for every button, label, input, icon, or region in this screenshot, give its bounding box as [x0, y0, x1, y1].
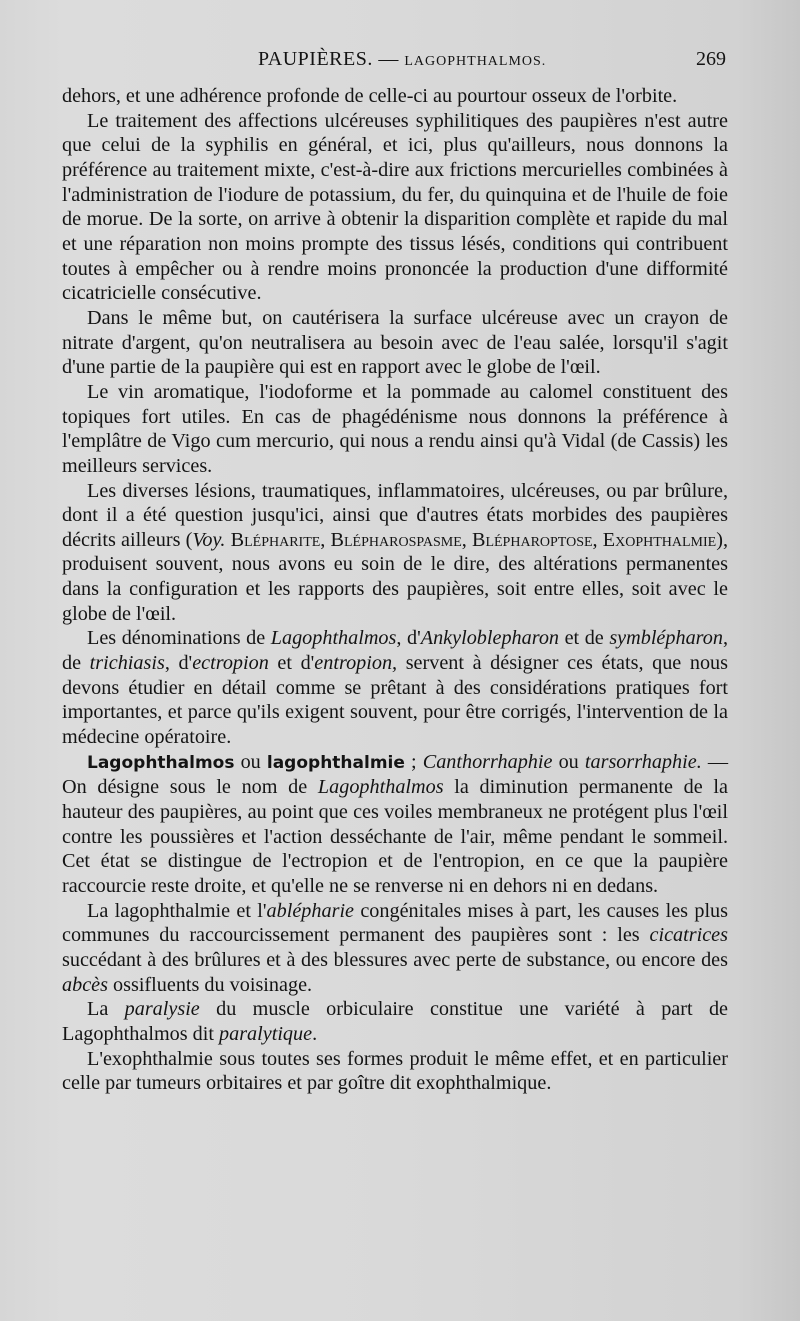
paragraph-8	[62, 899, 728, 998]
p5-cross-references: Blépharite, Blépharospasme, Blépharoptose, Exophthalmie	[225, 528, 717, 551]
p9-text: La	[87, 998, 125, 1021]
p7-text: la diminution permanente de la hauteur des paupières, au point que ces voiles membraneux ne protégent plus l'œil contre les poussières et l'action desséchante de l'air, même pendant le sommeil. Cet état se distingue de l'ectropion et de l'entropion, en ce que la paupière raccourcie reste droite, et qu'elle ne se renverse ni en dehors ni en dedans.	[62, 776, 728, 897]
paragraph-5	[62, 479, 728, 627]
p6-text: , d'	[164, 652, 193, 675]
paragraph-2: Le traitement des affections ulcéreuses syphilitiques des paupières n'est autre que celui de la syphilis en général, et ici, plus qu'ailleurs, nous donnons la préférence au traitement mixte, c'est-à-dire aux frictions mercurielles combinées à l'administration de l'iodure de potassium, du fer, du quinquina et de l'huile de foie de morue. De la sorte, on arrive à obtenir la disparition complète et rapide du mal et une réparation non moins prompte des tissus lésés, conditions qui contribuent toutes à empêcher ou à rendre moins prononcée la production d'une difformité cicatricielle consécutive.	[62, 109, 728, 305]
paragraph-9	[62, 997, 728, 1046]
running-title	[258, 48, 546, 71]
p6-text: et d'	[268, 652, 315, 675]
p8-term: ablépharie	[266, 899, 355, 922]
paragraph-3: Dans le même but, on cautérisera la surface ulcéreuse avec un crayon de nitrate d'argent, qu'on neutralisera au besoin avec de l'eau salée, lorsqu'il s'agit d'une partie de la paupière qui est en rapport avec le globe de l'œil.	[62, 306, 728, 379]
p6-text: Les dénominations de	[87, 627, 271, 650]
paragraph-6	[62, 626, 728, 749]
body-text	[62, 84, 728, 1096]
p6-term: Ankyloblepharon	[420, 627, 560, 650]
header-dash: —	[372, 48, 405, 70]
page-number: 269	[696, 48, 726, 70]
p8-term: cicatrices	[649, 924, 728, 947]
p7-text: ou	[234, 750, 267, 773]
p8-term: abcès	[62, 973, 108, 996]
p5-voy: Voy.	[192, 528, 226, 551]
running-header	[62, 48, 726, 78]
paragraph-1: dehors, et une adhérence profonde de celle-ci au pourtour osseux de l'orbite.	[62, 85, 678, 107]
p6-text: et de	[559, 627, 610, 650]
p9-text: .	[312, 1022, 318, 1045]
paragraph-7	[62, 750, 728, 899]
p6-term: symblépharon	[609, 627, 723, 650]
p8-text: congénitales mises à part, les causes les plus communes du raccourcissement permanent des paupières sont : les	[62, 899, 729, 947]
header-subtitle: LAGOPHTHALMOS.	[404, 54, 547, 69]
p7-text: — On désigne sous le nom de	[62, 750, 729, 799]
p6-term: Lagophthalmos	[270, 627, 397, 650]
p7-text: ;	[404, 750, 423, 773]
p6-text: , d'	[396, 627, 421, 650]
p6-term: trichiasis	[89, 652, 165, 675]
p8-text: La lagophthalmie et l'	[87, 899, 267, 922]
p7-term: tarsorrhaphie.	[584, 750, 702, 773]
p5-text-before: Les diverses lésions, traumatiques, inflammatoires, ulcéreuses, ou par brûlure, dont il a été question jusqu'ici, ainsi que d'autres états morbides des paupières décrits ailleurs (	[62, 479, 728, 551]
p9-term: paralytique	[219, 1022, 313, 1045]
paragraph-4: Le vin aromatique, l'iodoforme et la pommade au calomel constituent des topiques fort utiles. En cas de phagédénisme nous donnons la préférence à l'emplâtre de Vigo cum mercurio, qui nous a rendu ainsi qu'à Vidal (de Cassis) les meilleurs services.	[62, 380, 728, 477]
p6-term: ectropion	[192, 652, 269, 675]
header-title: PAUPIÈRES.	[258, 48, 373, 70]
p6-text: , de	[62, 627, 729, 675]
section-heading: lagophthalmie	[266, 752, 405, 773]
p7-term: Lagophthalmos	[317, 776, 444, 799]
p6-term: entropion,	[314, 652, 398, 675]
p8-text: ossifluents du voisinage.	[107, 973, 313, 996]
p6-text: servent à désigner ces états, que nous devons étudier en détail comme se prêtant à des considérations pratiques fort importantes, et parce qu'ils exigent souvent, pour être corrigés, l'intervention de la médecine opératoire.	[62, 652, 728, 749]
p9-text: du muscle orbiculaire constitue une variété à part de Lagophthalmos dit	[62, 998, 728, 1045]
section-heading: Lagophthalmos	[87, 752, 235, 773]
p9-term: paralysie	[124, 998, 200, 1021]
p8-text: succédant à des brûlures et à des blessures avec perte de substance, ou encore des	[62, 948, 728, 971]
p7-term: Canthorrhaphie	[422, 750, 553, 773]
p7-text: ou	[552, 750, 585, 773]
p5-text-after: ), produisent souvent, nous avons eu soin de le dire, des altérations permanentes dans la configuration et les rapports des paupières, soit entre elles, soit avec le globe de l'œil.	[62, 528, 728, 625]
paragraph-10: L'exophthalmie sous toutes ses formes produit le même effet, et en particulier celle par tumeurs orbitaires et par goître dit exophthalmique.	[62, 1047, 728, 1095]
